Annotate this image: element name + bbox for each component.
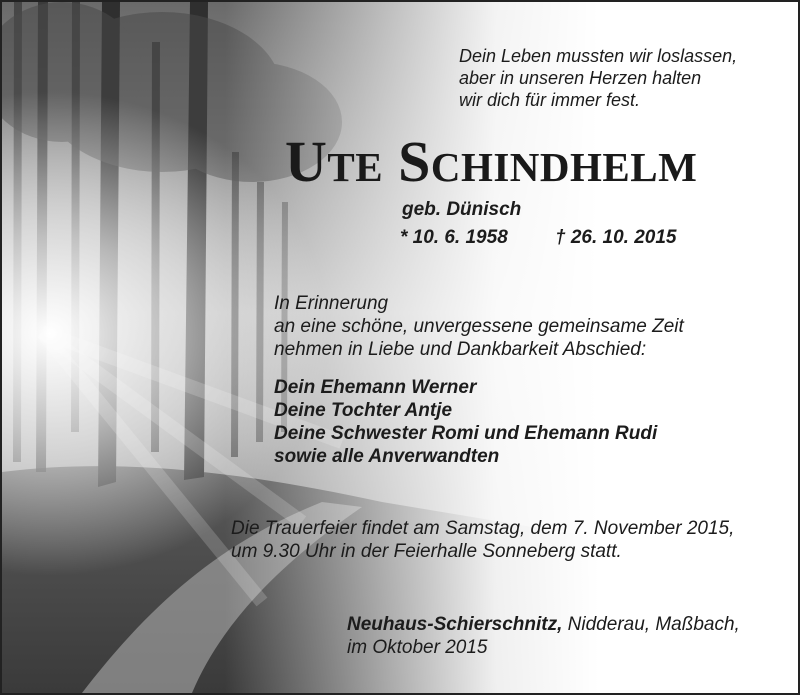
place-date: im Oktober 2015	[347, 637, 488, 658]
family-member: sowie alle Anverwandten	[274, 446, 500, 467]
death-date: † 26. 10. 2015	[555, 227, 677, 248]
place-and-date	[347, 613, 740, 659]
birth-name: geb. Dünisch	[402, 199, 522, 220]
family-list	[274, 376, 657, 468]
memorial-poem	[459, 45, 737, 111]
birth-date: * 10. 6. 1958	[400, 227, 508, 248]
place-primary: Neuhaus-Schierschnitz,	[347, 614, 563, 635]
family-member: Deine Schwester Romi und Ehemann Rudi	[274, 423, 658, 444]
deceased-name: Ute Schindhelm	[285, 129, 698, 194]
family-member: Dein Ehemann Werner	[274, 377, 477, 398]
ceremony-line: um 9.30 Uhr in der Feierhalle Sonneberg statt.	[231, 541, 622, 562]
remembrance-text	[274, 292, 684, 361]
remembrance-line: nehmen in Liebe und Dankbarkeit Abschied:	[274, 339, 647, 360]
place-line	[347, 613, 740, 636]
poem-line: aber in unseren Herzen halten	[459, 68, 702, 88]
family-member: Deine Tochter Antje	[274, 400, 453, 421]
place-others: Nidderau, Maßbach,	[562, 614, 740, 635]
ceremony-line: Die Trauerfeier findet am Samstag, dem 7. November 2015,	[231, 518, 735, 539]
ceremony-info	[231, 517, 734, 563]
poem-line: wir dich für immer fest.	[459, 90, 641, 110]
remembrance-line: an eine schöne, unvergessene gemeinsame Zeit	[274, 316, 684, 337]
remembrance-line: In Erinnerung	[274, 293, 389, 314]
poem-line: Dein Leben mussten wir loslassen,	[459, 46, 738, 66]
